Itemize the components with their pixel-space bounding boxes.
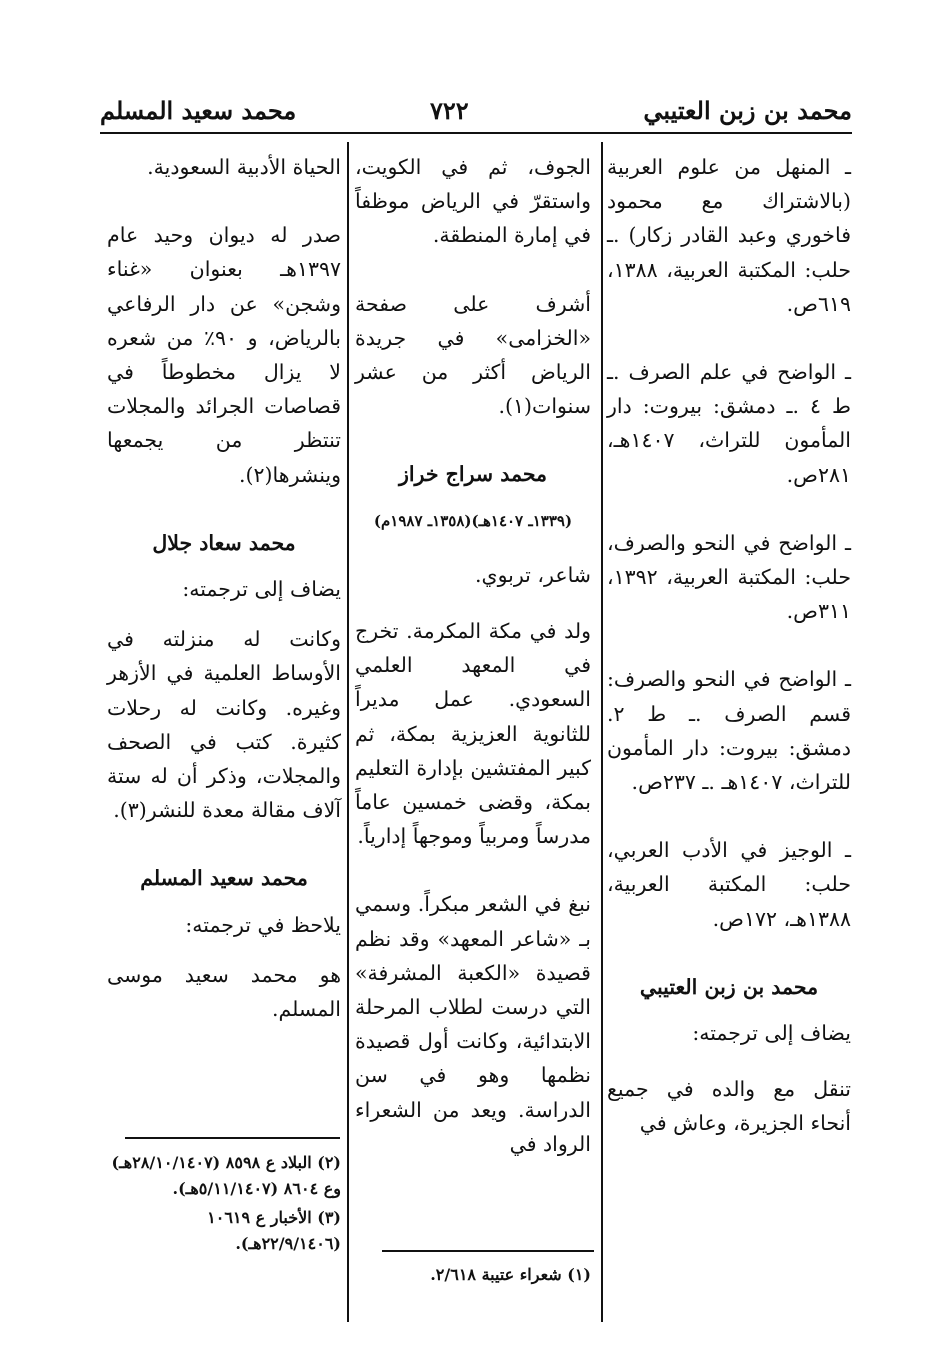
entry-dates: (١٣٣٩ـ ١٤٠٧هـ)(١٣٥٨ـ ١٩٨٧م) <box>373 511 573 530</box>
header-right-name: محمد بن زبن العتيبي <box>643 96 852 125</box>
page-number: ٧٢٢ <box>430 96 469 125</box>
header-left-name: محمد سعيد المسلم <box>100 96 297 125</box>
entry-intro: يضاف إلى ترجمته: <box>182 577 341 602</box>
footnotes-middle <box>355 1262 591 1291</box>
entry-heading: محمد سعيد المسلم <box>140 866 308 891</box>
entry-text: تنقل مع والده في جميع أنحاء الجزيرة، وعاش في <box>607 1077 851 1136</box>
page-header <box>100 92 852 134</box>
footnote-rule-middle <box>382 1250 594 1252</box>
column-left <box>107 150 341 1026</box>
column-middle <box>355 150 591 1161</box>
footnotes-left <box>107 1150 341 1260</box>
column-right <box>607 150 851 1141</box>
entry-text: وكانت له منزلته في الأوساط العلمية في الأزهر وغيره. وكانت له رحلات كثيرة. كتب في الصحف والمجلات، وذكر أن له ستة آلاف مقالة معدة للنشر(٣). <box>107 627 341 823</box>
entry-text: الحياة الأدبية السعودية. <box>147 155 341 179</box>
entry-text: أشرف على صفحة «الخزامى» في جريدة الرياض أكثر من عشر سنوات(١). <box>355 291 591 419</box>
footnote-rule-left <box>125 1137 340 1139</box>
bibliography-entry: ـ الواضح في علم الصرف .ـ ط ٤ .ـ دمشق: بيروت: دار المأمون للتراث، ١٤٠٧هـ، ٢٨١ص. <box>607 360 851 487</box>
entry-text: صدر له ديوان وحيد عام ١٣٩٧هـ بعنوان «غناء وشجن» عن دار الرفاعي بالرياض، و ٩٠٪ من شعره لا يزال مخطوطاً في قصاصات الجرائد والمجلات تنتظر من يجمعها وينشرها(٢). <box>107 223 342 487</box>
entry-text: الجوف، ثم في الكويت، واستقرّ في الرياض موظفاً في إمارة المنطقة. <box>355 155 591 248</box>
entry-text: شاعر، تربوي. <box>475 562 591 587</box>
bibliography-entry: ـ الوجيز في الأدب العربي، حلب: المكتبة العربية، ١٣٨٨هـ، ١٧٢ص. <box>607 838 851 931</box>
entry-heading: محمد سراج خراز <box>398 462 548 487</box>
entry-intro: يضاف إلى ترجمته: <box>692 1021 851 1046</box>
bibliography-entry: ـ المنهل من علوم العربية (بالاشتراك مع محمود فاخوري وعبد القادر زكار) .ـ حلب: المكتبة العربية، ١٣٨٨، ٦١٩ص. <box>607 155 851 316</box>
bibliography-entry: ـ الواضح في النحو والصرف، حلب: المكتبة العربية، ١٣٩٢، ٣١١ص. <box>607 530 851 624</box>
entry-text: هو محمد سعيد موسى المسلم. <box>107 962 341 1022</box>
column-divider-right <box>601 142 603 1322</box>
bibliography-entry: ـ الواضح في النحو والصرف: قسم الصرف .ـ ط ٢. دمشق: بيروت: دار المأمون للتراث، ١٤٠٧هـ .ـ ٢٣٧ص. <box>607 667 851 795</box>
column-divider-left <box>347 142 349 1322</box>
entry-heading: محمد بن زبن العتيبي <box>639 974 819 999</box>
entry-heading: محمد سعاد جلال <box>152 530 296 555</box>
footnote: (٣) الأخبار ع ١٠٦١٩ (٢٢/٩/١٤٠٦هـ). <box>207 1208 341 1253</box>
footnote: (٢) البلاد ع ٨٥٩٨ (٢٨/١٠/١٤٠٧هـ) وع ٨٦٠٤ (٥/١١/١٤٠٧هـ). <box>111 1153 341 1198</box>
entry-intro: يلاحظ في ترجمته: <box>185 912 341 937</box>
entry-text: نبغ في الشعر مبكراً. وسمي بـ «شاعر المعهد» وقد نظم قصيدة «الكعبة المشرفة» التي درست لطلاب المرحلة الابتدائية، وكانت أول قصيدة نظمها وهو في سن الدراسة. ويعد من الشعراء الرواد في <box>355 892 591 1156</box>
footnote: (١) شعراء عتيبة ٢/٦١٨. <box>430 1265 591 1284</box>
entry-text: ولد في مكة المكرمة. تخرج في المعهد العلمي السعودي. عمل مديراً للثانوية العزيزية بمكة، ثم كبير المفتشين بإدارة التعليم بمكة، وقضى خمسين عاماً مدرساً ومربياً وموجهاً إدارياً. <box>355 619 591 849</box>
